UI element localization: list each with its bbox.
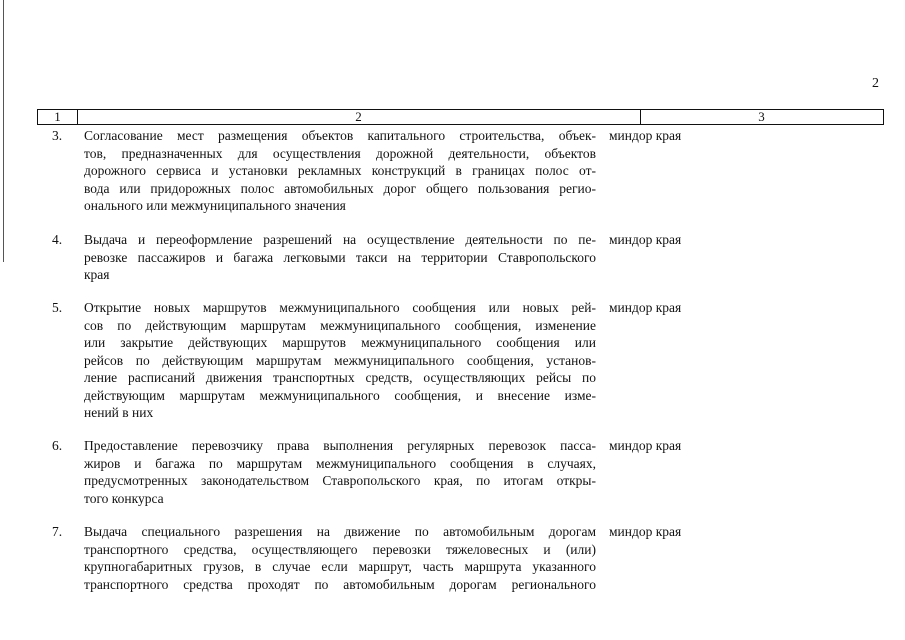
row-description (84, 231, 596, 284)
row-text-line: края (84, 267, 110, 282)
row-executor: миндор края (609, 524, 682, 539)
page-number: 2 (872, 76, 879, 91)
row-text-line: Предоставление перевозчику права выполнения регулярных перевозок пасса- (84, 438, 596, 453)
row-text-line: крупногабаритных грузов, в случае если маршрут, часть маршрута указанного (84, 559, 596, 574)
row-text-line: Согласование мест размещения объектов капитального строительства, объек- (84, 128, 596, 143)
row-description (84, 127, 596, 215)
row-text-line: того конкурса (84, 490, 164, 506)
row-executor: миндор края (609, 232, 682, 247)
table-header (37, 109, 884, 125)
row-executor: миндор края (609, 438, 682, 453)
row-executor: миндор края (609, 300, 682, 315)
row-number: 3. (52, 128, 63, 143)
row-text-line: транспортного средства проходят по автомобильным дорогам регионального (84, 576, 596, 592)
row-text-line: Открытие новых маршрутов межмуниципального сообщения или новых рей- (84, 300, 596, 315)
row-text-line: онального или межмуниципального значения (84, 198, 346, 213)
row-number: 6. (52, 438, 63, 453)
row-text-line: дорожного сервиса и установки рекламных конструкций в границах полос от- (84, 163, 596, 178)
row-text-line: ление расписаний движения транспортных средств, осуществляющих рейсы по (84, 370, 596, 385)
row-number: 7. (52, 524, 63, 539)
row-text-line: Выдача специального разрешения на движение по автомобильным дорогам (84, 524, 596, 539)
page-left-edge (3, 0, 4, 262)
row-text-line: предусмотренных законодательством Ставропольского края, по итогам откры- (84, 473, 596, 488)
row-text-line: или закрытие действующих маршрутов межмуниципального сообщения или (84, 335, 596, 350)
row-text-line: транспортного средства, осуществляющего перевозки тяжеловесных и (или) (84, 541, 596, 557)
row-text-line: вода или придорожных полос автомобильных дорог общего пользования регио- (84, 180, 596, 196)
row-description (84, 437, 596, 507)
row-text-line: сов по действующим маршрутам межмуниципального сообщения, изменение (84, 317, 596, 333)
table-header-col-2: 2 (77, 110, 641, 124)
row-text-line: ревозке пассажиров и багажа легковыми такси на территории Ставропольского (84, 249, 596, 265)
row-description (84, 523, 596, 593)
row-text-line: тов, предназначенных для осуществления дорожной деятельности, объектов (84, 145, 596, 161)
row-text-line: действующим маршрутам межмуниципального сообщения, и внесение изме- (84, 387, 596, 403)
row-number: 5. (52, 300, 63, 315)
row-text-line: нений в них (84, 405, 154, 420)
table-header-col-1: 1 (38, 110, 78, 124)
table-header-col-3: 3 (758, 109, 765, 124)
row-executor: миндор края (609, 128, 682, 143)
row-text-line: Выдача и переоформление разрешений на осуществление деятельности по пе- (84, 232, 596, 247)
row-text-line: рейсов по действующим маршрутам межмуниципального сообщения, установ- (84, 352, 596, 368)
row-description (84, 299, 596, 422)
row-number: 4. (52, 232, 63, 247)
row-text-line: жиров и багажа по маршрутам межмуниципального сообщения в случаях, (84, 455, 596, 471)
